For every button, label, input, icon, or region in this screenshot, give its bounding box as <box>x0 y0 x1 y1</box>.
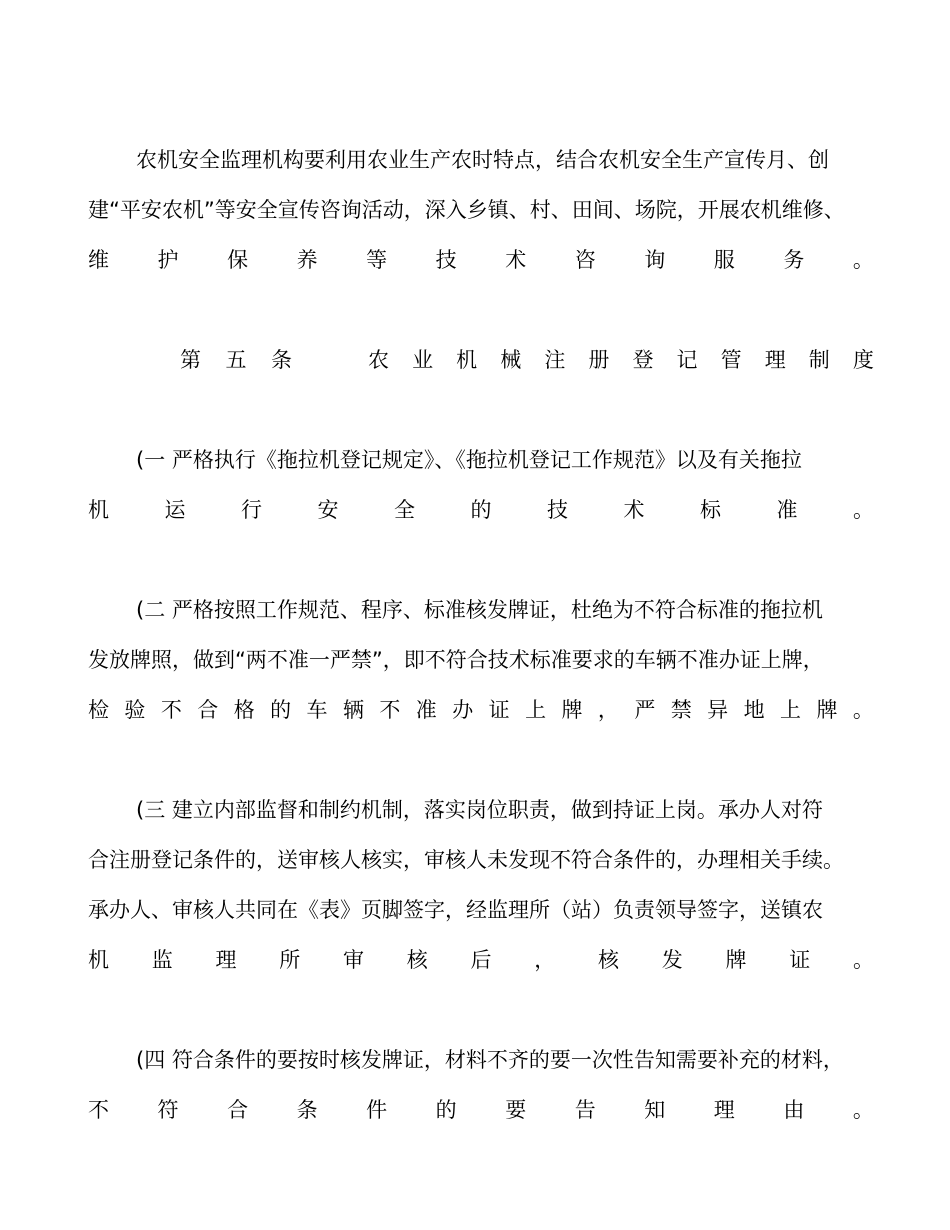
article-title: 农 业 机 械 注 册 登 记 管 理 制 度 <box>368 348 874 372</box>
justified-text: 不 符 合 条 件 的 要 告 知 理 由 。 <box>88 1098 874 1122</box>
item-2-line-3 <box>88 693 874 727</box>
article-number: 第 五 条 <box>180 348 292 372</box>
item-3-line-3: 承办人、审核人共同在《表》页脚签字，经监理所（站）负责领导签字，送镇农 <box>88 898 823 922</box>
paragraph-1-line-1: 农机安全监理机构要利用农业生产农时特点，结合农机安全生产宣传月、创 <box>136 148 829 172</box>
item-1-line-1: (一 严格执行《拖拉机登记规定》、《拖拉机登记工作规范》以及有关拖拉 <box>136 448 802 472</box>
paragraph-1-line-2: 建“平安农机”等安全宣传咨询活动，深入乡镇、村、田间、场院，开展农机维修、 <box>88 198 845 222</box>
paragraph-1-line-3 <box>88 243 874 277</box>
item-1-line-2 <box>88 493 874 527</box>
justified-text: 机 监 理 所 审 核 后 ， 核 发 牌 证 。 <box>88 948 874 972</box>
item-3-line-1: (三 建立内部监督和制约机制，落实岗位职责，做到持证上岗。承办人对符 <box>136 798 823 822</box>
item-4-line-2 <box>88 1093 874 1127</box>
item-3-line-2: 合注册登记条件的，送审核人核实，审核人未发现不符合条件的，办理相关手续。 <box>88 848 844 872</box>
item-2-line-1: (二 严格按照工作规范、程序、标准核发牌证，杜绝为不符合标准的拖拉机 <box>136 598 823 622</box>
justified-text: 检 验 不 合 格 的 车 辆 不 准 办 证 上 牌 ， 严 禁 异 地 上 牌 。 <box>88 698 874 722</box>
item-4-line-1: (四 符合条件的要按时核发牌证，材料不齐的要一次性告知需要补充的材料， <box>136 1048 844 1072</box>
justified-text: 维 护 保 养 等 技 术 咨 询 服 务 。 <box>88 248 874 272</box>
item-2-line-2: 发放牌照，做到“两不准一严禁”，即不符合技术标准要求的车辆不准办证上牌， <box>88 648 824 672</box>
article-heading <box>88 343 874 377</box>
justified-text: 机 运 行 安 全 的 技 术 标 准 。 <box>88 498 874 522</box>
article-heading-row <box>180 343 874 377</box>
document-page <box>88 0 874 1230</box>
item-3-line-4 <box>88 943 874 977</box>
